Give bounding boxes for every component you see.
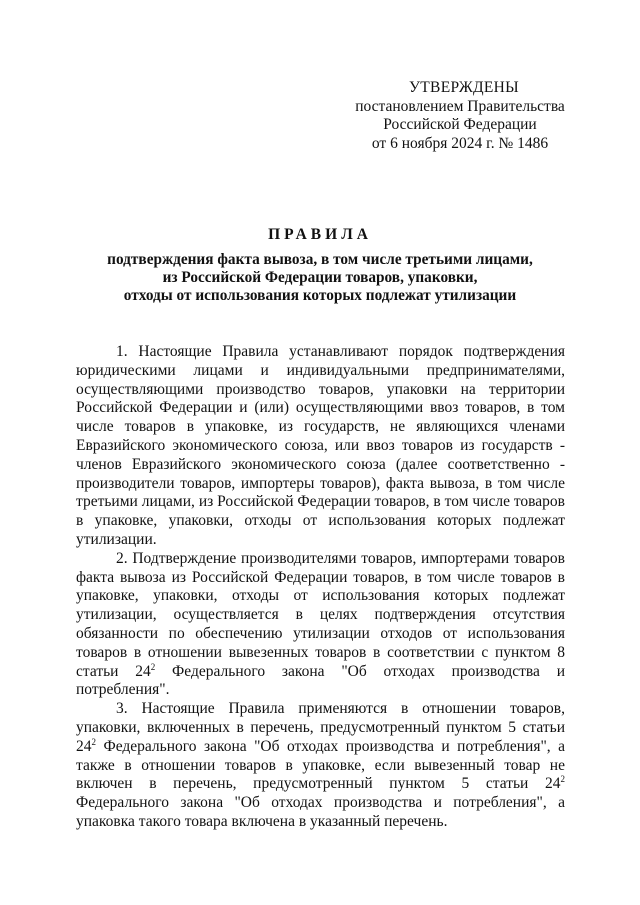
paragraph-2 <box>76 550 565 700</box>
paragraph-3-text-b: Федерального закона "Об отходах производства и потребления", а также в отношении товаров в упаковке, если вывезенный товар не включен в перечень, предусмотренный пунктом 5 статьи 24 <box>76 737 565 793</box>
paragraph-3 <box>76 700 565 832</box>
approval-stamp <box>330 79 590 153</box>
subtitle-line-2: из Российской Федерации товаров, упаковки, <box>162 269 478 286</box>
subtitle-line-3: отходы от использования которых подлежат утилизации <box>123 287 517 304</box>
approval-heading: УТВЕРЖДЕНЫ <box>409 79 519 96</box>
paragraph-3-text-a: 3. Настоящие Правила применяются в отношении товаров, упаковки, включенных в перечень, предусмотренный пунктом 5 статьи 24 <box>76 700 565 755</box>
paragraph-3-superscript-2: 2 <box>560 774 565 785</box>
approval-line-3: от 6 ноября 2024 г. № 1486 <box>371 134 549 152</box>
document-body <box>76 343 565 832</box>
approval-line-1: постановлением Правительства <box>355 97 565 115</box>
paragraph-1: 1. Настоящие Правила устанавливают порядок подтверждения юридическими лицами и индивидуальными предпринимателями, осуществляющими производство товаров, упаковки на территории Российской Федерации и (или) осуществляющими ввоз товаров, в том числе товаров в упаковке, из государств, не являющихся членами Евразийского экономического союза, или ввоз товаров из государств - членов Евразийского экономического союза (далее соответственно - производители товаров, импортеры товаров), факта вывоза, в том числе третьими лицами, из Российской Федерации товаров, в том числе товаров в упаковке, упаковки, отходы от использования которых подлежат утилизации. <box>76 343 565 548</box>
paragraph-2-text-b: Федерального закона "Об отходах производства и потребления". <box>76 662 565 699</box>
approval-line-2: Российской Федерации <box>383 116 537 133</box>
paragraph-2-superscript: 2 <box>150 661 156 672</box>
subtitle-line-1: подтверждения факта вывоза, в том числе третьими лицами, <box>107 251 533 268</box>
paragraph-3-text-c: Федерального закона "Об отходах производства и потребления", а упаковка такого товара включена в указанный перечень. <box>76 794 565 830</box>
document-title: ПРАВИЛА <box>268 226 372 243</box>
document-subtitle <box>80 251 560 305</box>
paragraph-2-text-a: 2. Подтверждение производителями товаров, импортерами товаров факта вывоза из Российской Федерации товаров, в том числе товаров в упаковке, упаковки, отходы от использования которых подлежат утилизации, осуществляется в целях подтверждения отсутствия обязанности по обеспечению утилизации отходов от использования товаров в отношении вывезенных товаров в соответствии с пунктом 8 статьи 24 <box>76 549 565 680</box>
paragraph-3-superscript-1: 2 <box>91 736 96 747</box>
